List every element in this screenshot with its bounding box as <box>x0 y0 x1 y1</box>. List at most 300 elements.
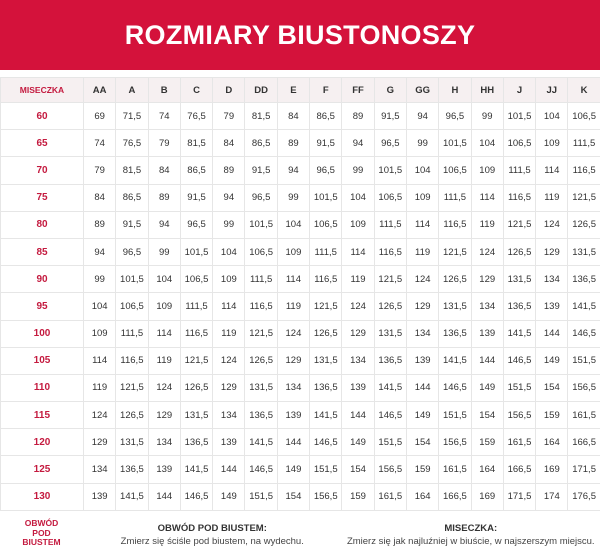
table-row <box>1 347 600 374</box>
bust-measure-cell: 136,5 <box>503 293 535 320</box>
bust-measure-cell: 131,5 <box>116 429 148 456</box>
bust-measure-cell: 104 <box>277 211 309 238</box>
bust-measure-cell: 141,5 <box>503 320 535 347</box>
bust-measure-cell: 116,5 <box>180 320 212 347</box>
title-banner <box>0 0 600 70</box>
bust-measure-cell: 166,5 <box>503 456 535 483</box>
bust-measure-cell: 149 <box>342 429 374 456</box>
bust-measure-cell: 109 <box>342 211 374 238</box>
table-row <box>1 130 600 157</box>
bust-measure-cell: 106,5 <box>310 211 342 238</box>
bust-measure-cell: 131,5 <box>374 320 406 347</box>
bust-measure-cell: 106,5 <box>116 293 148 320</box>
bust-measure-cell: 114 <box>471 184 503 211</box>
bust-measure-cell: 121,5 <box>116 374 148 401</box>
bust-measure-cell: 161,5 <box>374 483 406 510</box>
bust-measure-cell: 161,5 <box>568 402 600 429</box>
bust-measure-cell: 139 <box>406 347 438 374</box>
bust-measure-cell: 106,5 <box>180 266 212 293</box>
cup-size-heading: C <box>180 78 212 103</box>
bust-measure-cell: 111,5 <box>310 238 342 265</box>
bust-measure-cell: 89 <box>342 103 374 130</box>
bust-measure-cell: 136,5 <box>116 456 148 483</box>
bust-measure-cell: 136,5 <box>439 320 471 347</box>
bust-measure-cell: 169 <box>536 456 568 483</box>
bust-measure-cell: 96,5 <box>180 211 212 238</box>
bust-measure-cell: 96,5 <box>374 130 406 157</box>
bust-measure-cell: 94 <box>213 184 245 211</box>
bust-measure-cell: 84 <box>148 157 180 184</box>
cup-size-heading: E <box>277 78 309 103</box>
bust-measure-cell: 161,5 <box>503 429 535 456</box>
bust-measure-cell: 106,5 <box>568 103 600 130</box>
bust-measure-cell: 106,5 <box>374 184 406 211</box>
bust-measure-cell: 99 <box>84 266 116 293</box>
bust-measure-cell: 141,5 <box>439 347 471 374</box>
table-header-row <box>1 78 600 103</box>
bust-measure-cell: 156,5 <box>503 402 535 429</box>
band-size-cell: 65 <box>1 130 84 157</box>
bust-measure-cell: 156,5 <box>439 429 471 456</box>
table-row <box>1 157 600 184</box>
bust-measure-cell: 139 <box>536 293 568 320</box>
bust-measure-cell: 86,5 <box>245 130 277 157</box>
bust-measure-cell: 94 <box>277 157 309 184</box>
bust-measure-cell: 89 <box>277 130 309 157</box>
bust-measure-cell: 116,5 <box>310 266 342 293</box>
bust-measure-cell: 151,5 <box>568 347 600 374</box>
bust-measure-cell: 116,5 <box>245 293 277 320</box>
band-size-cell: 130 <box>1 483 84 510</box>
bust-measure-cell: 104 <box>536 103 568 130</box>
cup-size-heading: GG <box>406 78 438 103</box>
band-size-cell: 80 <box>1 211 84 238</box>
bust-measure-cell: 141,5 <box>310 402 342 429</box>
underbust-instruction-text: Zmierz się ściśle pod biustem, na wydechu. <box>120 535 304 547</box>
bust-measure-cell: 146,5 <box>245 456 277 483</box>
bust-measure-cell: 101,5 <box>503 103 535 130</box>
cup-size-heading: A <box>116 78 148 103</box>
bust-measure-cell: 91,5 <box>116 211 148 238</box>
bust-measure-cell: 121,5 <box>568 184 600 211</box>
table-row <box>1 211 600 238</box>
bust-measure-cell: 81,5 <box>245 103 277 130</box>
bust-measure-cell: 129 <box>536 238 568 265</box>
table-row <box>1 456 600 483</box>
bust-measure-cell: 99 <box>406 130 438 157</box>
bust-measure-cell: 126,5 <box>439 266 471 293</box>
cup-column-heading: MISECZKA <box>1 78 84 103</box>
bust-measure-cell: 126,5 <box>310 320 342 347</box>
bust-measure-cell: 99 <box>213 211 245 238</box>
bust-measure-cell: 139 <box>213 429 245 456</box>
bust-measure-cell: 111,5 <box>568 130 600 157</box>
bust-measure-cell: 99 <box>148 238 180 265</box>
bust-measure-cell: 144 <box>406 374 438 401</box>
bust-measure-cell: 74 <box>148 103 180 130</box>
bust-measure-cell: 121,5 <box>439 238 471 265</box>
bust-measure-cell: 131,5 <box>568 238 600 265</box>
band-size-cell: 85 <box>1 238 84 265</box>
bust-measure-cell: 144 <box>277 429 309 456</box>
bust-measure-cell: 126,5 <box>245 347 277 374</box>
bust-measure-cell: 121,5 <box>374 266 406 293</box>
bust-measure-cell: 139 <box>148 456 180 483</box>
bust-measure-cell: 134 <box>148 429 180 456</box>
bust-measure-cell: 159 <box>536 402 568 429</box>
bust-measure-cell: 136,5 <box>245 402 277 429</box>
cup-instruction-text: Zmierz się jak najluźniej w biuście, w najszerszym miejscu. <box>346 535 595 547</box>
bust-measure-cell: 136,5 <box>568 266 600 293</box>
bust-measure-cell: 84 <box>84 184 116 211</box>
bust-measure-cell: 129 <box>471 266 503 293</box>
bust-measure-cell: 116,5 <box>568 157 600 184</box>
bust-measure-cell: 81,5 <box>116 157 148 184</box>
bust-measure-cell: 126,5 <box>116 402 148 429</box>
bust-measure-cell: 114 <box>342 238 374 265</box>
bust-measure-cell: 156,5 <box>568 374 600 401</box>
band-size-cell: 95 <box>1 293 84 320</box>
bust-measure-cell: 109 <box>213 266 245 293</box>
bust-measure-cell: 109 <box>84 320 116 347</box>
bust-measure-cell: 151,5 <box>374 429 406 456</box>
bust-measure-cell: 84 <box>277 103 309 130</box>
bust-measure-cell: 101,5 <box>245 211 277 238</box>
bust-measure-cell: 114 <box>536 157 568 184</box>
bust-measure-cell: 74 <box>84 130 116 157</box>
bust-measure-cell: 121,5 <box>180 347 212 374</box>
bust-measure-cell: 136,5 <box>310 374 342 401</box>
underbust-label <box>0 513 83 554</box>
bust-measure-cell: 84 <box>213 130 245 157</box>
bust-measure-cell: 109 <box>148 293 180 320</box>
bust-measure-cell: 154 <box>471 402 503 429</box>
bust-measure-cell: 124 <box>342 293 374 320</box>
bust-measure-cell: 116,5 <box>374 238 406 265</box>
bust-measure-cell: 99 <box>277 184 309 211</box>
bust-measure-cell: 96,5 <box>245 184 277 211</box>
bust-measure-cell: 89 <box>84 211 116 238</box>
table-row <box>1 483 600 510</box>
underbust-label-line: POD <box>32 527 51 538</box>
bust-measure-cell: 104 <box>406 157 438 184</box>
bust-measure-cell: 159 <box>471 429 503 456</box>
bust-measure-cell: 136,5 <box>374 347 406 374</box>
bust-measure-cell: 166,5 <box>439 483 471 510</box>
cup-size-heading: J <box>503 78 535 103</box>
bust-measure-cell: 129 <box>342 320 374 347</box>
bust-measure-cell: 101,5 <box>439 130 471 157</box>
bust-measure-cell: 86,5 <box>180 157 212 184</box>
bust-measure-cell: 81,5 <box>180 130 212 157</box>
bust-measure-cell: 146,5 <box>568 320 600 347</box>
bust-measure-cell: 154 <box>342 456 374 483</box>
bust-measure-cell: 141,5 <box>568 293 600 320</box>
table-row <box>1 374 600 401</box>
bust-measure-cell: 106,5 <box>439 157 471 184</box>
band-size-cell: 70 <box>1 157 84 184</box>
bust-measure-cell: 134 <box>406 320 438 347</box>
bust-measure-cell: 114 <box>148 320 180 347</box>
band-size-cell: 110 <box>1 374 84 401</box>
bust-measure-cell: 134 <box>213 402 245 429</box>
bust-measure-cell: 126,5 <box>180 374 212 401</box>
bust-measure-cell: 91,5 <box>245 157 277 184</box>
bust-measure-cell: 96,5 <box>439 103 471 130</box>
cup-size-heading: AA <box>84 78 116 103</box>
bust-measure-cell: 159 <box>342 483 374 510</box>
bust-measure-cell: 154 <box>277 483 309 510</box>
bust-measure-cell: 156,5 <box>310 483 342 510</box>
table-row <box>1 266 600 293</box>
bust-measure-cell: 86,5 <box>310 103 342 130</box>
band-size-cell: 100 <box>1 320 84 347</box>
table-row <box>1 293 600 320</box>
bust-measure-cell: 141,5 <box>245 429 277 456</box>
bust-measure-cell: 146,5 <box>439 374 471 401</box>
bust-measure-cell: 94 <box>342 130 374 157</box>
bust-measure-cell: 119 <box>536 184 568 211</box>
cup-size-heading: H <box>439 78 471 103</box>
cup-size-heading: K <box>568 78 600 103</box>
bust-measure-cell: 89 <box>213 157 245 184</box>
bust-measure-cell: 134 <box>277 374 309 401</box>
bust-measure-cell: 121,5 <box>310 293 342 320</box>
table-row <box>1 184 600 211</box>
bust-measure-cell: 129 <box>277 347 309 374</box>
bust-measure-cell: 124 <box>277 320 309 347</box>
bust-measure-cell: 139 <box>277 402 309 429</box>
bust-measure-cell: 124 <box>84 402 116 429</box>
bust-measure-cell: 111,5 <box>503 157 535 184</box>
bust-measure-cell: 134 <box>342 347 374 374</box>
bust-measure-cell: 119 <box>471 211 503 238</box>
bust-measure-cell: 121,5 <box>245 320 277 347</box>
bust-measure-cell: 71,5 <box>116 103 148 130</box>
bust-measure-cell: 99 <box>342 157 374 184</box>
bust-measure-cell: 149 <box>406 402 438 429</box>
page-title: ROZMIARY BIUSTONOSZY <box>124 19 476 50</box>
bust-measure-cell: 144 <box>536 320 568 347</box>
bust-measure-cell: 151,5 <box>439 402 471 429</box>
bust-measure-cell: 151,5 <box>310 456 342 483</box>
cup-size-heading: G <box>374 78 406 103</box>
bust-measure-cell: 109 <box>406 184 438 211</box>
measurement-footer <box>0 513 600 554</box>
table-body <box>1 103 600 511</box>
bust-measure-cell: 116,5 <box>503 184 535 211</box>
bust-measure-cell: 129 <box>84 429 116 456</box>
bust-measure-cell: 139 <box>342 374 374 401</box>
bust-measure-cell: 116,5 <box>439 211 471 238</box>
underbust-instruction-title: OBWÓD POD BIUSTEM: <box>157 522 267 534</box>
bust-measure-cell: 136,5 <box>180 429 212 456</box>
bust-measure-cell: 121,5 <box>503 211 535 238</box>
bust-measure-cell: 129 <box>148 402 180 429</box>
bust-measure-cell: 86,5 <box>116 184 148 211</box>
bust-measure-cell: 76,5 <box>180 103 212 130</box>
bust-measure-cell: 141,5 <box>374 374 406 401</box>
band-size-cell: 90 <box>1 266 84 293</box>
bust-measure-cell: 134 <box>84 456 116 483</box>
bust-measure-cell: 126,5 <box>503 238 535 265</box>
bust-measure-cell: 149 <box>471 374 503 401</box>
bust-measure-cell: 76,5 <box>116 130 148 157</box>
band-size-cell: 75 <box>1 184 84 211</box>
bust-measure-cell: 109 <box>277 238 309 265</box>
bust-measure-cell: 154 <box>406 429 438 456</box>
bust-measure-cell: 79 <box>84 157 116 184</box>
bust-measure-cell: 111,5 <box>180 293 212 320</box>
bust-measure-cell: 141,5 <box>180 456 212 483</box>
bust-measure-cell: 124 <box>148 374 180 401</box>
band-size-cell: 125 <box>1 456 84 483</box>
cup-size-heading: F <box>310 78 342 103</box>
bust-measure-cell: 166,5 <box>568 429 600 456</box>
bust-measure-cell: 144 <box>342 402 374 429</box>
table-row <box>1 103 600 130</box>
bust-measure-cell: 139 <box>84 483 116 510</box>
bust-measure-cell: 131,5 <box>439 293 471 320</box>
bust-measure-cell: 149 <box>277 456 309 483</box>
bust-measure-cell: 94 <box>84 238 116 265</box>
bust-measure-cell: 171,5 <box>503 483 535 510</box>
bust-measure-cell: 91,5 <box>374 103 406 130</box>
band-size-cell: 105 <box>1 347 84 374</box>
bust-measure-cell: 119 <box>277 293 309 320</box>
bust-measure-cell: 91,5 <box>310 130 342 157</box>
bust-measure-cell: 124 <box>471 238 503 265</box>
bust-measure-cell: 89 <box>148 184 180 211</box>
band-size-cell: 120 <box>1 429 84 456</box>
bust-measure-cell: 119 <box>406 238 438 265</box>
band-size-cell: 115 <box>1 402 84 429</box>
underbust-label-line: OBWÓD <box>24 518 59 529</box>
bust-measure-cell: 146,5 <box>310 429 342 456</box>
bust-measure-cell: 126,5 <box>568 211 600 238</box>
bust-measure-cell: 111,5 <box>439 184 471 211</box>
cup-instruction-title: MISECZKA: <box>444 522 498 534</box>
bust-measure-cell: 111,5 <box>245 266 277 293</box>
bust-measure-cell: 126,5 <box>374 293 406 320</box>
cup-size-heading: DD <box>245 78 277 103</box>
bust-measure-cell: 131,5 <box>310 347 342 374</box>
bust-measure-cell: 101,5 <box>310 184 342 211</box>
table-row <box>1 320 600 347</box>
bust-measure-cell: 124 <box>406 266 438 293</box>
bust-measure-cell: 114 <box>277 266 309 293</box>
bust-measure-cell: 146,5 <box>374 402 406 429</box>
bust-measure-cell: 116,5 <box>116 347 148 374</box>
cup-instruction <box>342 513 600 554</box>
bust-measure-cell: 139 <box>471 320 503 347</box>
bust-measure-cell: 94 <box>406 103 438 130</box>
bust-measure-cell: 94 <box>148 211 180 238</box>
cup-size-heading: B <box>148 78 180 103</box>
bust-measure-cell: 119 <box>84 374 116 401</box>
bust-measure-cell: 114 <box>84 347 116 374</box>
bust-measure-cell: 104 <box>471 130 503 157</box>
bust-measure-cell: 174 <box>536 483 568 510</box>
bust-measure-cell: 149 <box>536 347 568 374</box>
bust-measure-cell: 146,5 <box>180 483 212 510</box>
bust-measure-cell: 146,5 <box>503 347 535 374</box>
bust-measure-cell: 134 <box>536 266 568 293</box>
cup-size-heading: JJ <box>536 78 568 103</box>
bust-measure-cell: 164 <box>536 429 568 456</box>
bust-measure-cell: 144 <box>148 483 180 510</box>
bust-measure-cell: 156,5 <box>374 456 406 483</box>
bust-measure-cell: 104 <box>342 184 374 211</box>
bust-measure-cell: 109 <box>471 157 503 184</box>
bust-measure-cell: 114 <box>213 293 245 320</box>
bust-measure-cell: 119 <box>342 266 374 293</box>
table-row <box>1 429 600 456</box>
table-row <box>1 238 600 265</box>
bust-measure-cell: 96,5 <box>116 238 148 265</box>
bust-measure-cell: 151,5 <box>245 483 277 510</box>
bust-measure-cell: 101,5 <box>374 157 406 184</box>
bust-measure-cell: 131,5 <box>180 402 212 429</box>
bust-measure-cell: 99 <box>471 103 503 130</box>
bust-measure-cell: 144 <box>213 456 245 483</box>
bust-measure-cell: 164 <box>406 483 438 510</box>
bust-measure-cell: 164 <box>471 456 503 483</box>
table-row <box>1 402 600 429</box>
bust-measure-cell: 119 <box>148 347 180 374</box>
bust-measure-cell: 154 <box>536 374 568 401</box>
bust-measure-cell: 151,5 <box>503 374 535 401</box>
bust-measure-cell: 161,5 <box>439 456 471 483</box>
bust-measure-cell: 129 <box>406 293 438 320</box>
bust-measure-cell: 124 <box>536 211 568 238</box>
bust-measure-cell: 149 <box>213 483 245 510</box>
bust-measure-cell: 79 <box>213 103 245 130</box>
bust-measure-cell: 101,5 <box>180 238 212 265</box>
bust-measure-cell: 119 <box>213 320 245 347</box>
bust-measure-cell: 114 <box>406 211 438 238</box>
cup-size-heading: HH <box>471 78 503 103</box>
bust-measure-cell: 171,5 <box>568 456 600 483</box>
bust-measure-cell: 111,5 <box>374 211 406 238</box>
bust-measure-cell: 104 <box>213 238 245 265</box>
underbust-label-line: BIUSTEM <box>22 537 61 548</box>
cup-size-heading: FF <box>342 78 374 103</box>
bust-measure-cell: 176,5 <box>568 483 600 510</box>
bust-measure-cell: 129 <box>213 374 245 401</box>
underbust-instruction <box>83 513 342 554</box>
bust-measure-cell: 106,5 <box>245 238 277 265</box>
bust-measure-cell: 131,5 <box>245 374 277 401</box>
band-size-cell: 60 <box>1 103 84 130</box>
bust-measure-cell: 69 <box>84 103 116 130</box>
bust-measure-cell: 111,5 <box>116 320 148 347</box>
bust-measure-cell: 106,5 <box>503 130 535 157</box>
bust-measure-cell: 131,5 <box>503 266 535 293</box>
bust-measure-cell: 169 <box>471 483 503 510</box>
bust-measure-cell: 159 <box>406 456 438 483</box>
cup-size-heading: D <box>213 78 245 103</box>
bust-measure-cell: 101,5 <box>116 266 148 293</box>
bust-measure-cell: 141,5 <box>116 483 148 510</box>
size-table <box>0 77 600 511</box>
bust-measure-cell: 96,5 <box>310 157 342 184</box>
bust-measure-cell: 144 <box>471 347 503 374</box>
bust-measure-cell: 109 <box>536 130 568 157</box>
bust-measure-cell: 104 <box>148 266 180 293</box>
bust-measure-cell: 79 <box>148 130 180 157</box>
bust-measure-cell: 134 <box>471 293 503 320</box>
